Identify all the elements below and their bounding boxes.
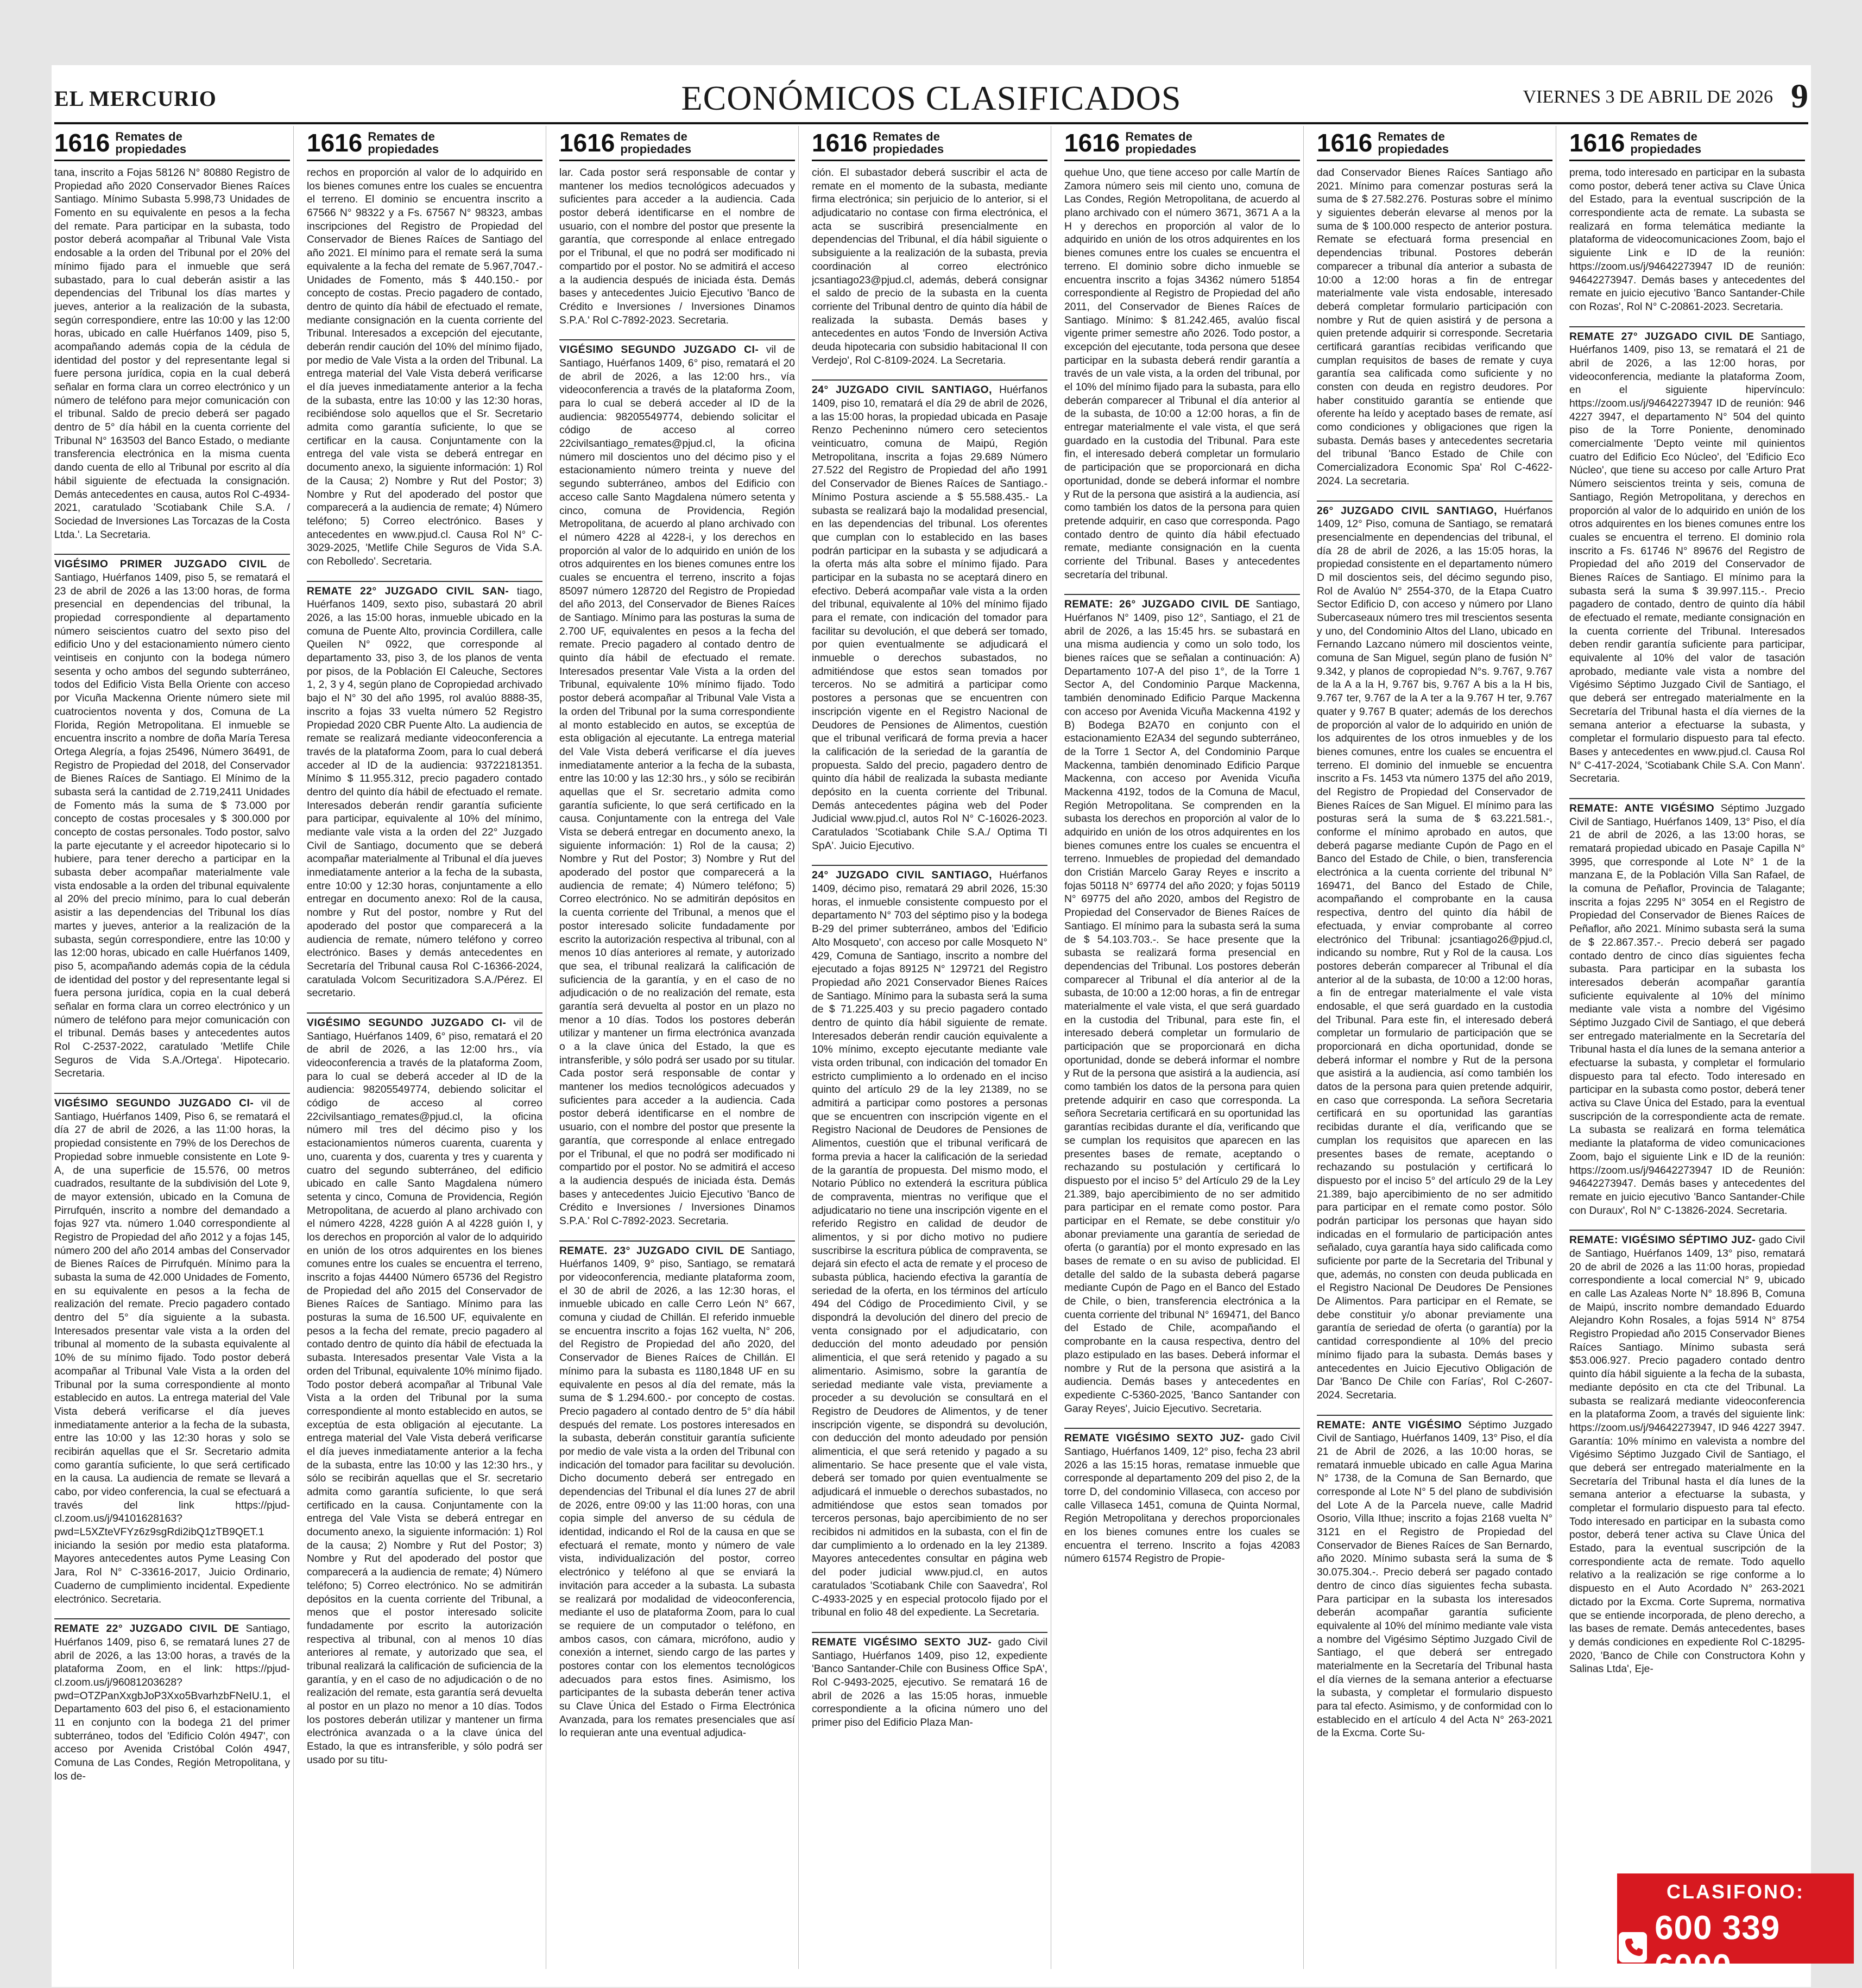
category-code: 1616 [1569, 129, 1625, 157]
ad-paragraph [812, 869, 1047, 1620]
column-header [307, 126, 542, 161]
ad-text: tiago, Huérfanos 1409, sexto piso, subastará 20 abril 2026, a las 15:00 horas, inmueble ubicado en la comuna de Puente Alto, provincia Cordillera, calle Queilen N° 0922, que corresponde al departamento 33, piso 3, de los planos de venta por pisos, de la Población El Caleuche, Sectores 1, 2, 3 y 4, según plano de Copropiedad archivado bajo el N° 30 del año 1995, rol avalúo 8888-35, inscrito a fojas 33 vuelta número 52 Registro Propiedad 2020 CBR Puente Alto. La audiencia de remate se realizará mediante videoconferencia a través de la plataforma Zoom, para lo cual deberá acceder al ID de la audiencia: 93722181351. Mínimo $ 11.955.312, precio pagadero contado dentro del quinto día hábil de efectuado el remate. Interesados deberán rendir garantía suficiente para participar, equivalente al 10% del mínimo, mediante vale vista a la orden del 22° Juzgado Civil de Santiago, documento que se deberá acompañar materialmente al Tribunal el día jueves inmediatamente anterior a la fecha de la subasta, entre 10:00 y 12:30 horas, conjuntamente a ello entregar en documento anexo: Rol de la causa, nombre y Rut del postor, nombre y Rut del apoderado del postor que comparecerá a la audiencia de remate, número teléfono y correo electrónico. Bases y demás antecedentes en Secretaría del Tribunal causa Rol C-16366-2024, caratulada Volcom Securitizadora S.A./Pérez. El secretario. [307, 585, 543, 999]
phone-icon [1619, 1932, 1647, 1962]
column-header [1064, 126, 1300, 161]
clasifono-label: CLASIFONO: [1667, 1881, 1804, 1903]
classified-ad [307, 1012, 542, 1768]
ad-text: lar. Cada postor será responsable de contar y mantener los medios tecnológicos adecuados y suficientes para acceder a la audiencia. Cada postor deberá identificarse en el nombre de usuario, con el nombre del postor que presente la garantía, que corresponde al enlace entregado por el Tribunal, el que no podrá ser modificado ni compartido por el postor. No se admitirá el acceso a la audiencia después de iniciada ésta. Demás bases y antecedentes Juicio Ejecutivo 'Banco de Crédito e Inversiones / Inversiones Dinamos S.P.A.' Rol C-7892-2023. Secretaria. [559, 167, 795, 326]
ad-paragraph [1064, 1432, 1300, 1566]
masthead [54, 76, 1808, 119]
category-code: 1616 [54, 129, 110, 157]
ad-text: Séptimo Juzgado Civil de Santiago, Huérfanos 1409, 13° Piso, el día 21 de abril de 2026, a las 13:00 horas, se rematará propiedad ubicado en Pasaje Capilla N° 3995, que corresponde al Lote N° 1 de la manzana E, de la Población Villa San Rafael, de la comuna de Peñaflor, Provincia de Talagante; inscrita a fojas 2295 N° 3054 en el Registro de Propiedad del Conservador de Bienes Raíces de Peñaflor, año 2021. Mínimo subasta será la suma de $ 22.867.357.-. Precio deberá ser pagado contado dentro de cinco días siguientes fecha subasta. Para participar en la subasta los interesados deberán acompañar garantía suficiente equivalente al 10% del mínimo mediante vale vista a nombre del Vigésimo Séptimo Juzgado Civil de Santiago, el que deberá ser entregado materialmente en la Secretaría del Tribunal hasta el día lunes de la semana anterior a efectuarse la subasta, y completar el formulario dispuesto para tal efecto. Todo interesado en participar en la subasta como postor, deberá tener activa su Clave Única del Estado, para la eventual suscripción de la correspondiente acta de remate. La subasta se realizará en forma telemática mediante la plataforma de video comunicaciones Zoom, bajo el siguiente Link e ID de la reunión: https://zoom.us/j/94642273947 ID de Reunión: 94642273947. Demás bases y antecedentes del remate en juicio ejecutivo 'Banco Santander-Chile con Duraux', Rol N° C-13826-2024. Secretaria. [1569, 802, 1805, 1217]
clasifono-number: 600 339 6000 [1655, 1909, 1781, 1985]
ad-text: gado Civil Santiago, Huérfanos 1409, piso 12, expediente 'Banco Santander-Chile con Business Office SpA', Rol C-9493-2025, ejecutivo. Se rematará 16 de abril de 2026 a las 15:05 horas, inmueble correspondiente a la oficina número uno del primer piso del Edificio Plaza Man- [812, 1636, 1047, 1729]
column-body [559, 167, 795, 1740]
category-label-line2: propiedades [620, 142, 692, 156]
classified-ad [812, 1632, 1047, 1730]
ad-text: gado Civil de Santiago, Huérfanos 1409, 13° piso, rematará 20 de abril de 2026 a las 11:00 horas, propiedad correspondiente a local comercial N° 9, ubicado en calle Las Azaleas Norte N° 18.896 B, Comuna de Maipú, inscrito nombre demandado Eduardo Alejandro Kohn Rosales, a fojas 5914 N° 8754 Registro Propiedad año 2015 Conservador Bienes Raíces Santiago. Mínimo subasta será $53.006.927. Precio pagadero contado dentro quinto día hábil siguiente a la fecha de la subasta, mediante depósito en cta cte del Tribunal. La subasta se realizará mediante videoconferencia en la plataforma Zoom, a través del siguiente link: https://zoom.us/j/94642273947, ID 946 4227 3947. Garantía: 10% mínimo en valevista a nombre del Vigésimo Séptimo Juzgado Civil de Santiago, el que deberá ser entregado materialmente en la Secretaría del Tribunal hasta el día lunes de la semana anterior a efectuarse la subasta, y completar el formulario dispuesto para tal efecto. Todo interesado en participar en la subasta como postor, deberá tener activa su Clave Única del Estado, para la eventual suscripción de la correspondiente acta de remate. Todo aquello relativo a la realización se rige conforme a lo dispuesto en el Auto Acordado N° 263-2021 dictado por la Excma. Corte Suprema, normativa que se entiende incorporada, de pleno derecho, a las bases de remate. Demás antecedentes, bases y demás condiciones en expediente Rol C-18295-2020, 'Banco de Chile con Constructora Kohn y Salinas Ltda', Eje- [1569, 1234, 1805, 1675]
category-code: 1616 [307, 129, 363, 157]
ad-text: Santiago, Huérfanos 1409, piso 13, se rematará el 21 de abril de 2026, a las 12:00 horas, por videoconferencia, mediante la plataforma Zoom, en el siguiente hipervínculo: https://zoom.us/j/94642273947 ID de reunión: 946 4227 3947, el departamento N° 504 del quinto piso de la Torre Poniente, denominado comercialmente 'Depto veinte mil quinientos cuatro del Edificio Eco Núcleo', del 'Edificio Eco Núcleo', que tiene su acceso por calle Arturo Prat Número seiscientos treinta y seis, comuna de Santiago, Región Metropolitana, y derechos en proporción al valor de lo adquirido en unión de los otros adquirentes en los bienes comunes entre los cuales se encuentra el terreno. El dominio rola inscrito a Fs. 61746 N° 89676 del Registro de Propiedad del año 2019 del Conservador de Bienes Raíces de Santiago. El mínimo para la subasta será la suma $ 39.997.115.-. Precio pagadero de contado, dentro de quinto día hábil de efectuado el remate, mediante consignación en la cuenta corriente del Tribunal. Interesados deben rendir garantía suficiente para participar, equivalente al 10% del valor de tasación aprobado, mediante vale vista a nombre del Vigésimo Séptimo Juzgado Civil de Santiago, el que deberá ser entregado materialmente en la Secretaría del Tribunal hasta el día viernes de la semana anterior a efectuarse la subasta, y completar el formulario dispuesto para tal efecto. Bases y antecedentes en www.pjud.cl. Causa Rol N° C-417-2024, 'Scotiabank Chile S.A. Con Mann'. Secretaria. [1569, 331, 1806, 785]
ad-text: tana, inscrito a Fojas 58126 N° 80880 Registro de Propiedad año 2020 Conservador Bienes Raíces Santiago. Mínimo Subasta 5.998,73 Unidades de Fomento en su equivalente en pesos a la fecha del remate. Para participar en la subasta, todo postor deberá acompañar al Tribunal Vale Vista endosable a la orden del Tribunal por el 20% del mínimo fijado para el inmueble que será subastado, para lo cual deberán asistir a las dependencias del Tribunal los días martes y jueves, anterior a la realización de la subasta, según correspondiere, entre las 10:00 y las 12:00 horas, ubicado en calle Huérfanos 1409, piso 5, acompañando además copia de la cédula de identidad del postor y del representante legal si fuere persona jurídica, copia en la cual deberá señalar en forma clara un correo electrónico y un número de teléfono para mejor comunicación con el tribunal. Saldo de precio deberá ser pagado dentro de 5° día hábil en la cuenta corriente del Tribunal N° 163503 del Banco Estado, o mediante transferencia electrónica en la misma cuenta dando cuenta de ello al Tribunal por escrito al día hábil siguiente de efectuada la consignación. Demás antecedentes en causa, autos Rol C-4934-2021, caratulado 'Scotiabank Chile S.A. / Sociedad de Inversiones Las Torcazas de la Costa Ltda.'. La Secretaria. [54, 167, 290, 541]
classified-ad [1569, 1230, 1805, 1676]
ad-paragraph [1317, 167, 1552, 489]
column-header [1317, 126, 1552, 161]
ad-paragraph [1317, 1419, 1552, 1741]
ad-text: dad Conservador Bienes Raíces Santiago año 2021. Mínimo para comenzar posturas será la suma de $ 27.582.276. Posturas sobre el mínimo y siguientes deberán elevarse al menos por la suma de $ 100.000 respecto de anterior postura. Remate se efectuará forma presencial en dependencias tribunal. Postores deberán comparecer a tribunal día anterior a subasta de 10:00 a 12:00 horas a fin de entregar materialmente vale vista endosable, interesado deberá completar formulario participación con nombre y Rut de quien asistirá y de persona a quien pretende adquirir si corresponde. Secretaria certificará garantías recibidas verificando que cumplan requisitos de bases de remate y cuya garantía sea calificada como suficiente y no consten con deuda en registro deudores. Por haber constituido garantía se entiende que oferente ha leído y aceptado bases de remate, así como condiciones y obligaciones que rigen la subasta. Demás bases y antecedentes secretaria del tribunal 'Banco Estado de Chile con Comercializadora Economic Spa' Rol C-4622-2024. La secretaria. [1317, 167, 1552, 487]
ad-lead: REMATE VIGÉSIMO SEXTO JUZ- [812, 1636, 992, 1648]
ad-lead: REMATE 27° JUZGADO CIVIL DE [1569, 331, 1754, 343]
ad-lead: REMATE VIGÉSIMO SEXTO JUZ- [1064, 1433, 1245, 1445]
ad-paragraph [54, 1623, 290, 1783]
ad-lead: 24° JUZGADO CIVIL SANTIAGO, [812, 870, 993, 882]
column-body [54, 167, 290, 1783]
classified-ad [812, 865, 1047, 1620]
column-4 [812, 126, 1051, 1969]
section-title: ECONÓMICOS CLASIFICADOS [681, 79, 1182, 117]
column-2 [307, 126, 546, 1969]
classified-ad [307, 167, 542, 569]
ad-paragraph [307, 167, 542, 569]
ad-text: vil de Santiago, Huérfanos 1409, 6° piso, rematará el 20 de abril de 2026, a las 12:00 hrs., vía videoconferencia a través de la plataforma Zoom, para lo cual se deberá acceder al ID de la audiencia: 98205549774, debiendo solicitar el código de acceso al correo 22civilsantiago_remates@pjud.cl, la oficina número mil doscientos uno del décimo piso y el estacionamiento número treinta y nueve del segundo subterráneo, ambos del Edificio con acceso calle Santo Magdalena número setenta y cinco, comuna de Providencia, Región Metropolitana, de acuerdo al plano archivado con el número 4228 al 4228-i, y los derechos en proporción al valor de lo adquirido en unión de los otros adquirentes en los bienes comunes entre los cuales se encuentra el terreno, inscrito a fojas 85097 número 128720 del Registro de Propiedad del año 2013, del Conservador de Bienes Raíces de Santiago. Mínimo para las posturas la suma de 2.700 UF, equivalentes en pesos a la fecha del remate. Precio pagadero al contado dentro de quinto día hábil de efectuado el remate. Interesados presentar Vale Vista a la orden del Tribunal, equivalente 10% mínimo fijado. Todo postor deberá acompañar al Tribunal Vale Vista a la orden del Tribunal por la suma correspondiente al monto establecido en autos, se exceptúa de esta obligación al ejecutante. La entrega material del Vale Vista deberá verificarse el día jueves inmediatamente anterior a la fecha de la subasta, entre las 10:00 y las 12:30 hrs., y sólo se recibirán aquellas que el Sr. secretario admita como garantía suficiente, lo que será certificado en la causa. Conjuntamente con la entrega del Vale Vista se deberá entregar en documento anexo, la siguiente información: 1) Rol de la causa; 2) Nombre y Rut del Postor; 3) Nombre y Rut del apoderado del postor que comparecerá a la audiencia de remate; 4) Número teléfono; 5) Correo electrónico. No se admitirán depósitos en la cuenta corriente del Tribunal, a menos que el postor interesado solicite fundadamente por escrito la autorización respectiva al tribunal, con al menos 10 días anteriores al remate, y autorizado que sea, el tribunal realizará la calificación de suficiencia de la garantía, y en el caso de no adjudicación o de no realización del remate, esta garantía será devuelta al postor en un plazo no menor a 10 días. Todos los postores deberán utilizar y mantener un firma electrónica avanzada o a la clave única del Estado, la que es intransferible, y sólo podrá ser usado por su titular. Cada postor será responsable de contar y mantener los medios tecnológicos adecuados y suficientes para acceder a la audiencia. Cada postor deberá identificarse en el nombre de usuario, con el nombre del postor que presente la garantía, que corresponde al enlace entregado por el Tribunal, el que no podrá ser modificado ni compartido por el postor. No se admitirá el acceso a la audiencia después de iniciada ésta. Demás bases y antecedentes Juicio Ejecutivo 'Banco de Crédito e Inversiones / Inversiones Dinamos S.P.A.' Rol C-7892-2023. Secretaria. [559, 344, 796, 1227]
classified-ad [1569, 326, 1805, 786]
classified-ad [1317, 167, 1552, 489]
classified-ad [812, 167, 1047, 368]
ad-text: vil de Santiago, Huérfanos 1409, 6° piso, rematará el 20 de abril de 2026, a las 12:00 hrs., vía videoconferencia a través de la plataforma Zoom, para lo cual se deberá acceder al ID de la audiencia: 98205549774, debiendo solicitar el código de acceso al correo 22civilsantiago_remates@pjud.cl, la oficina número mil tres del décimo piso y los estacionamientos números cuarenta, cuarenta y uno, cuarenta y dos, cuarenta y tres y cuarenta y cuatro del segundo subterráneo, del edificio ubicado en calle Santo Magdalena número setenta y cinco, Comuna de Providencia, Región Metropolitana, de acuerdo al plano archivado con el número 4228, 4228 guión A al 4228 guión I, y los derechos en proporción al valor de lo adquirido en unión de los otros adquirentes en los bienes comunes entre los cuales se encuentra el terreno, inscrito a fojas 44400 Número 65736 del Registro de Propiedad del año 2015 del Conservador de Bienes Raíces de Santiago. Mínimo para las posturas la suma de 16.500 UF, equivalente en pesos a la fecha del remate, precio pagadero al contado dentro de quinto día hábil de efectuada la subasta. Interesados presentar Vale Vista a la orden del Tribunal, equivalente 10% mínimo fijado. Todo postor deberá acompañar al Tribunal Vale Vista a la orden del Tribunal por la suma correspondiente al monto establecido en autos, se exceptúa de esta obligación al ejecutante. La entrega material del Vale Vista deberá verificarse el día jueves inmediatamente anterior a la fecha de la subasta, entre las 10:00 y las 12:30 hrs., y sólo se recibirán aquellas que el Sr. secretario admita como garantía suficiente, lo que será certificado en la causa. Conjuntamente con la entrega del Vale Vista se deberá entregar en documento anexo, la siguiente información: 1) Rol de la causa; 2) Nombre y Rut del Postor; 3) Nombre y Rut del apoderado del postor que comparecerá a la audiencia de remate; 4) Número teléfono; 5) Correo electrónico. No se admitirán depósitos en la cuenta corriente del Tribunal, a menos que el postor interesado solicite fundadamente por escrito la autorización respectiva al tribunal, con al menos 10 días anteriores al remate, y autorizado que sea, el tribunal realizará la calificación de suficiencia de la garantía, y en el caso de no adjudicación o de no realización del remate, esta garantía será devuelta al postor en un plazo no menor a 10 días. Todos los postores deberán utilizar y mantener un firma electrónica avanzada o a la clave única del Estado, la que es intransferible, y sólo podrá ser usado por su titu- [307, 1017, 543, 1766]
category-label [115, 130, 186, 155]
column-header [54, 126, 290, 161]
column-body [812, 167, 1047, 1730]
ad-lead: REMATE: 26° JUZGADO CIVIL DE [1064, 599, 1250, 611]
classified-ad [1569, 167, 1805, 314]
ad-text: Santiago, Huérfanos N° 1409, piso 12°, Santiago, el 21 de abril de 2026, a las 15:45 hrs. se subastará en una misma audiencia y como un solo todo, los bienes raíces que se señalan a continuación: A) Departamento 107-A del piso 1°, de la Torre 1 Sector A, del Condominio Parque Mackenna, también denominado Edificio Parque Mackenna con acceso por Avenida Vicuña Mackenna 4192 y B) Bodega B2A70 en conjunto con el estacionamiento E2A34 del segundo subterráneo, de la Torre 1 Sector A, del Condominio Parque Mackenna, también denominado Edificio Parque Mackenna, con acceso por Avenida Vicuña Mackenna 4192, todos de la Comuna de Macul, Región Metropolitana. Se comprenden en la subasta los derechos en proporción al valor de lo adquirido en unión de los otros adquirentes en los bienes comunes entre los cuales se encuentra el terreno. Inmuebles de propiedad del demandado don Cristián Marcelo Garay Reyes e inscrito a fojas 50118 N° 69774 del año 2020; y fojas 50119 N° 69775 del año 2020, ambos del Registro de Propiedad del Conservador de Bienes Raíces de Santiago. El mínimo para la subasta será la suma de $ 54.103.703.-. Se hace presente que la subasta se realizará forma presencial en dependencias del Tribunal. Los postores deberán comparecer al Tribunal el día anterior al de la subasta, de 10:00 a 12:00 horas, a fin de entregar materialmente el vale vista, el que será guardado en la custodia del Tribunal, para este fin, el interesado deberá completar un formulario de participación que se proporcionará en dicha oportunidad, donde se deberá informar el nombre y Rut de la persona que asistirá a la audiencia, así como también los datos de la persona para quien pretende adquirir en caso que corresponda. La señora Secretaria certificará en su oportunidad las garantías recibidas durante el día, verificando que se cumplan los requisitos que aparecen en las presentes bases de remate, aceptando o rechazando su postulación y certificará lo dispuesto por el inciso 5° del Artículo 29 de la Ley 21.389, bajo apercibimiento de no ser admitido para participar en el remate como postor. Para participar en el Remate, se debe constituir y/o abonar previamente una garantía de seriedad de oferta (o garantía) por el monto expresado en las bases de remate o en su aviso de publicidad. El detalle del saldo de la subasta deberá pagarse mediante Cupón de Pago en el Banco del Estado de Chile, o bien, transferencia electrónica a la cuenta corriente del tribunal N° 169471, del Banco del Estado de Chile, acompañando el comprobante en la causa respectiva, dentro del plazo estipulado en las bases. Deberá informar el nombre y Rut de la persona que asistirá a la audiencia. Demás bases y antecedentes en expediente C-5360-2025, 'Banco Santander con Garay Reyes', Juicio Ejecutivo. Secretaria. [1064, 599, 1301, 1415]
column-header [559, 126, 795, 161]
column-header [812, 126, 1047, 161]
ad-text: Huérfanos 1409, piso 10, rematará el día 29 de abril de 2026, a las 15:00 horas, la propiedad ubicada en Pasaje Renzo Pecheninno número cero setecientos veinticuatro, comuna de Maipú, Región Metropolitana, inscrita a fojas 29.689 Número 27.522 del Registro de Propiedad del año 1991 del Conservador de Bienes Raíces de Santiago.- Mínimo Postura asciende a $ 55.588.435.- La subasta se realizará bajo la modalidad presencial, en las dependencias del tribunal. Los oferentes que cumplan con lo establecido en las bases podrán participar en la subasta y se adjudicará a la oferta más alta sobre el mínimo fijado. Para participar en la subasta no se aceptará dinero en efectivo. Deberá acompañar vale vista a la orden del tribunal, equivalente al 10% del mínimo fijado para el remate, con indicación del tomador para facilitar su devolución, el que deberá ser tomado, por quien eventualmente se adjudicará el inmueble o derechos subastados, no admitiéndose que estos sean tomados por terceros. No se admitirá a participar como postores a personas que se encuentren con inscripción vigente en el Registro Nacional de Deudores de Pensiones de Alimentos, cuestión que el tribunal verificará de forma previa a hacer la calificación de la seriedad de la garantía de propuesta. Saldo del precio, pagadero dentro de quinto día hábil de realizada la subasta mediante depósito en la cuenta corriente del Tribunal. Demás antecedentes página web del Poder Judicial www.pjud.cl, autos Rol N° C-16026-2023. Caratulados 'Scotiabank Chile S.A./ Optima TI SpA'. Juicio Ejecutivo. [812, 384, 1047, 852]
category-label-line1: Remates de [368, 129, 435, 143]
newspaper-brand: EL MERCURIO [54, 86, 217, 111]
category-label [1630, 130, 1701, 155]
category-code: 1616 [812, 129, 868, 157]
column-3 [559, 126, 799, 1969]
column-body [307, 167, 542, 1767]
ad-paragraph [1317, 505, 1552, 1403]
clasifono-phone-row [1619, 1909, 1852, 1986]
classified-ad [559, 167, 795, 327]
ad-lead: 26° JUZGADO CIVIL SANTIAGO, [1317, 505, 1498, 517]
ad-text: de Santiago, Huérfanos 1409, piso 5, se rematará el 23 de abril de 2026 a las 13:00 horas, de forma presencial en dependencias del tribunal, la propiedad correspondiente al departamento número seiscientos cuatro del sexto piso del edificio Uno y del estacionamiento número ciento veintiseis en conjunto con la bodega número sesenta y ocho ambos del segundo subterráneo, todos del Edificio Vista Bella Oriente con acceso por Vicuña Mackenna Oriente número siete mil cuatrocientos noventa y dos, Comuna de La Florida, Región Metropolitana. El inmueble se encuentra inscrito a nombre de doña María Teresa Ortega Alegría, a fojas 25496, Número 36491, de Registro de Propiedad del 2018, del Conservador de Bienes Raíces de Santiago. El Mínimo de la subasta será la cantidad de 2.719,2411 Unidades de Fomento más la suma de $ 73.000 por concepto de costas procesales y $ 300.000 por concepto de costas personales. Todo postor, salvo la parte ejecutante y el acreedor hipotecario si lo hubiere, para tener derecho a participar en la subasta deber acompañar materialmente vale vista endosable a la orden del tribunal equivalente al 20% del precio mínimo, para lo cual deberán asistir a las dependencias del Tribunal los días martes y jueves, anterior a la realización de la subasta, según correspondiere, entre las 10:00 y las 12:00 horas, ubicado en calle Huérfanos 1409, piso 5, acompañando además copia de la cédula de identidad del postor y del representante legal si fuera persona jurídica, copia en la cual deberá señalar en forma clara un correo electrónico y un número de teléfono para mejor comunicación con el tribunal. Demás bases y antecedentes autos Rol C-2537-2022, caratulado 'Metlife Chile Seguros de Vida S.A./Ortega'. Hipotecario. Secretaria. [54, 559, 290, 1080]
ad-paragraph [54, 167, 290, 542]
classified-ad [54, 1618, 290, 1783]
ad-lead: VIGÉSIMO PRIMER JUZGADO CIVIL [54, 559, 267, 571]
column-body [1569, 167, 1805, 1676]
category-label [873, 130, 944, 155]
ad-lead: REMATE. 23° JUZGADO CIVIL DE [559, 1245, 745, 1257]
ad-lead: VIGÉSIMO SEGUNDO JUZGADO CI- [559, 344, 759, 356]
column-header [1569, 126, 1805, 161]
ad-paragraph [559, 1245, 795, 1740]
ad-paragraph [307, 585, 542, 1001]
classified-ad [1064, 594, 1300, 1416]
category-label [368, 130, 439, 155]
ad-text: vil de Santiago, Huérfanos 1409, Piso 6, se rematará el día 27 de abril de 2026, a las 11:00 horas, la propiedad consistente en 79% de los Derechos de Propiedad sobre inmueble consistente en Lote 9-A, de una superficie de 15.576, 00 metros cuadrados, resultante de la subdivisión del Lote 9, de mayor extensión, ubicado en la Comuna de Pirrufquén, inscrito a nombre del demandado a fojas 927 vta. número 1.040 correspondiente al Registro de Propiedad del año 2012 y a fojas 145, número 200 del año 2014 ambas del Conservador de Bienes Raíces de Pirrufquén. Mínimo para la subasta la suma de 42.000 Unidades de Fomento, en su equivalente en pesos a la fecha de realización del remate. Precio pagadero contado dentro del 5° día siguiente a la subasta. Interesados presentar vale vista a la orden del tribunal al momento de la subasta equivalente al 10% de su mínimo fijado. Todo postor deberá acompañar al Tribunal Vale Vista a la orden del Tribunal por la suma correspondiente al monto establecido en autos. La entrega material del Vale Vista deberá verificarse el día jueves inmediatamente anterior a la fecha de la subasta, entre las 10:00 y las 12:30 horas y solo se recibirán aquellas que el Sr. Secretario admita como garantía suficiente, lo que será certificado en la causa. La audiencia de remate se llevará a cabo, por video conferencia, la cual se efectuará a través del link https://pjud-cl.zoom.us/j/94101628163?pwd=L5XZteVFYz6z9sgRdi2ibQ1zTB9QET.1 iniciando la sesión por medio esta plataforma. Mayores antecedentes autos Pyme Leasing Con Jara, Rol N° C-33616-2017, Juicio Ordinario, Cuaderno de cumplimiento incidental. Expediente electrónico. Secretaria. [54, 1098, 291, 1605]
ad-lead: REMATE: ANTE VIGÉSIMO [1317, 1419, 1462, 1431]
category-label-line1: Remates de [115, 129, 182, 143]
column-1 [54, 126, 294, 1969]
ad-paragraph [1064, 167, 1300, 582]
ad-text: Santiago, Huérfanos 1409, 9° piso, Santiago, se rematará por videoconferencia, mediante plataforma zoom, el 30 de abril de 2026, a las 12:30 horas, el inmueble ubicado en calle Cerro León N° 667, comuna y ciudad de Chillán. El referido inmueble se encuentra inscrito a fojas 162 vuelta, N° 206, del Registro de Propiedad del año 2020, del Conservador de Bienes Raíces de Chillán. El mínimo para la subasta es 1180,1848 UF en su equivalente en pesos al día del remate, más la suma de $ 1.294.600.- por concepto de costas. Precio pagadero al contado dentro de 5° día hábil después del remate. Los postores interesados en la subasta, deberán constituir garantía suficiente por medio de vale vista a la orden del Tribunal con indicación del tomador para facilitar su devolución. Dicho documento deberá ser entregado en dependencias del Tribunal el día lunes 27 de abril de 2026, entre 09:00 y las 11:00 horas, con una copia simple del anverso de su cédula de identidad, indicando el Rol de la causa en que se efectuará el remate, monto y número de vale vista, individualización del postor, correo electrónico y teléfono al que se enviará la invitación para acceder a la subasta. La subasta se realizará por modalidad de videoconferencia, mediante el uso de plataforma Zoom, para lo cual se requiere de un computador o teléfono, en ambos casos, con cámara, micrófono, audio y conexión a internet, siendo cargo de las partes y postores contar con los elementos tecnológicos adecuados para estos fines. Asimismo, los participantes de la subasta deberán tener activa su Clave Única del Estado o Firma Electrónica Avanzada, para los remates presenciales que así lo requieran ante una eventual adjudica- [559, 1245, 795, 1739]
classified-ad [54, 554, 290, 1081]
masthead-rule [54, 122, 1808, 124]
category-label-line1: Remates de [1125, 129, 1192, 143]
category-code: 1616 [1064, 129, 1120, 157]
ad-lead: VIGÉSIMO SEGUNDO JUZGADO CI- [54, 1098, 254, 1110]
classified-ad [1064, 1428, 1300, 1566]
ad-paragraph [1569, 167, 1805, 314]
ad-paragraph [812, 1636, 1047, 1730]
category-code: 1616 [559, 129, 615, 157]
classified-ad [1317, 501, 1552, 1403]
ad-paragraph [54, 1097, 290, 1606]
category-label [1378, 130, 1449, 155]
classified-ad [559, 1240, 795, 1740]
classified-ad [1317, 1415, 1552, 1741]
ad-lead: REMATE 22° JUZGADO CIVIL SAN- [307, 585, 509, 597]
classified-ad [1064, 167, 1300, 582]
ad-text: rechos en proporción al valor de lo adquirido en los bienes comunes entre los cuales se encuentra el terreno. El dominio se encuentra inscrito a 67566 N° 98322 y a Fs. 67567 N° 98323, ambas inscripciones del Registro de Propiedad del Conservador de Bienes Raíces de Santiago del año 2021. El mínimo para el remate será la suma equivalente a la fecha del remate de 5.967,7047.- Unidades de Fomento, más $ 440.150.- por concepto de costas. Precio pagadero de contado, dentro de quinto día hábil de efectuado el remate, mediante consignación en la cuenta corriente del Tribunal. Interesados a excepción del ejecutante, deberán rendir caución del 10% del mínimo fijado, por medio de Vale Vista a la orden del Tribunal. La entrega material del Vale Vista deberá verificarse el día jueves inmediatamente anterior a la fecha de la subasta, entre las 10:00 y las 12:30 horas, recibiéndose solo aquellos que el Sr. Secretario admita como garantía suficiente, lo que se certificar en la causa. Conjuntamente con la entrega del vale vista se deberá entregar en documento anexo, la siguiente información: 1) Rol de la Causa; 2) Nombre y Rut del Postor; 3) Nombre y Rut del apoderado del postor que comparecerá a la audiencia de remate; 4) Número teléfono; 5) Correo electrónico. Bases y antecedentes en www.pjud.cl. Causa Rol N° C-3029-2025, 'Metlife Chile Seguros de Vida S.A. con Rebolledo'. Secretaria. [307, 167, 542, 567]
category-label-line1: Remates de [620, 129, 687, 143]
ad-lead: REMATE: VIGÉSIMO SÉPTIMO JUZ- [1569, 1234, 1756, 1246]
dateline: VIERNES 3 DE ABRIL DE 2026 [1523, 87, 1773, 107]
ad-text: gado Civil Santiago, Huérfanos 1409, 12° piso, fecha 23 abril 2026 a las 15:15 horas, rematase inmueble que corresponde al departamento 209 del piso 2, de la torre D, del condominio Villaseca, con acceso por calle Villaseca 1451, comuna de Quinta Normal, Región Metropolitana y derechos proporcionales en los bienes comunes entre los cuales se encuentra el terreno. Inscrito a fojas 42083 número 61574 Registro de Propie- [1064, 1433, 1300, 1565]
ad-paragraph [1569, 1234, 1805, 1676]
category-label-line1: Remates de [873, 129, 940, 143]
ad-lead: 24° JUZGADO CIVIL SANTIAGO, [812, 384, 993, 396]
ad-lead: REMATE 22° JUZGADO CIVIL DE [54, 1623, 239, 1635]
category-label-line2: propiedades [115, 142, 187, 156]
classified-ad [54, 167, 290, 542]
category-label-line2: propiedades [873, 142, 944, 156]
category-label-line2: propiedades [368, 142, 439, 156]
category-label-line2: propiedades [1125, 142, 1197, 156]
ad-text: quehue Uno, que tiene acceso por calle Martín de Zamora número seis mil ciento uno, comuna de Las Condes, Región Metropolitana, de acuerdo al plano archivado con el número 3671, 3671 A a la H y derechos en proporción al valor de lo adquirido en unión de los otros adquirentes en los bienes comunes entre los cuales se encuentra el terreno. El dominio sobre dicho inmueble se encuentra inscrito a fojas 34362 número 51854 correspondiente al Registro de Propiedad del año 2011, del Conservador de Bienes Raíces de Santiago. Mínimo: $ 81.242.465, avalúo fiscal vigente primer semestre año 2026. Todo postor, a excepción del ejecutante, toda persona que desee participar en la subasta deberá rendir garantía a través de un vale vista, a la orden del tribunal, por el 10% del mínimo fijado para la subasta, para ello deberán comparecer al Tribunal el día anterior al de la subasta, de 10:00 a 12:00 horas, a fin de entregar materialmente el vale vista, el que será guardado en la custodia del Tribunal. Para este fin, el interesado deberá completar un formulario de participación que se proporcionará en dicha oportunidad, donde se deberá informar el nombre y Rut de la persona que asistirá a la audiencia, así como también los datos de la persona para quien pretende adquirir, en caso que corresponda. Pago contado dentro de quinto día hábil efectuado remate, mediante consignación en la cuenta corriente del Tribunal. Bases y antecedentes secretaría del tribunal. [1064, 167, 1300, 581]
ad-text: Huérfanos 1409, 12° Piso, comuna de Santiago, se rematará presencialmente en dependencias del tribunal, el día 28 de abril de 2026, a las 15:05 horas, la propiedad consistente en el departamento número D mil doscientos seis, del décimo segundo piso, Rol de Avalúo N° 2554-370, de la Etapa Cuatro Sector Edificio D, con acceso y número por Llano Subercaseaux número tres mil trescientos sesenta y uno, del Condominio Altos del Llano, ubicado en Fernando Lazcano número mil doscientos veinte, comuna de San Miguel, según plano de fusión N° 9.342, y planos de copropiedad N°s. 9.767, 9.767 de la A a la H, 9.767 bis, 9.767 A bis a la H bis, 9.767 ter, 9.767 de la A ter a la 9.767 H ter, 9.767 quater y 9.767 B quater; además de los derechos de proporción al valor de lo adquirido en unión de los adquirentes de los otros inmuebles y de los bienes comunes, entre los cuales se encuentra el terreno. El dominio del inmueble se encuentra inscrito a Fs. 1453 vta número 1375 del año 2019, del Registro de Propiedad del Conservador de Bienes Raíces de San Miguel. El mínimo para las posturas será la suma de $ 63.221.581.-, conforme el mínimo aprobado en autos, que deberá pagarse mediante Cupón de Pago en el Banco del Estado de Chile, o bien, transferencia electrónica a la cuenta corriente del tribunal N° 169471, del Banco del Estado de Chile, acompañando el comprobante en la causa respectiva, dentro del quinto día hábil de efectuada, y enviar comprobante al correo electrónico del Tribunal: jcsantiago26@pjud.cl, indicando su nombre, Rut y Rol de la causa. Los postores deberán comparecer al Tribunal el día anterior al de la subasta, de 10:00 a 12:00 horas, a fin de entregar materialmente el vale vista endosable, el que será guardado en la custodia del Tribunal. Para este fin, el interesado deberá completar un formulario de participación que se proporcionará en dicha oportunidad, donde se deberá informar el nombre y Rut de la persona que asistirá a la audiencia, así como también los datos de la persona para quien pretende adquirir, en caso que corresponda. La señora Secretaria certificará en su oportunidad las garantías recibidas durante el día, verificando que se cumplan los requisitos que aparecen en las presentes bases de remate, aceptando o rechazando su postulación y certificará lo dispuesto por el inciso 5° del artículo 29 de la Ley 21.389, bajo apercibimiento de no ser admitido para participar en el remate como postor. Sólo podrán participar los personas que hayan sido indicadas en el formulario de participación antes señalado, cuya garantía haya sido calificada como suficiente por parte de la Secretaria del Tribunal y que, además, no consten con deuda publicada en el Registro Nacional De Deudores De Pensiones De Alimentos. Para participar en el Remate, se debe constituir y/o abonar previamente una garantía de seriedad de oferta (o garantía) por la cantidad correspondiente al 10% del precio mínimo fijado para la subasta. Demás bases y antecedentes en Juicio Ejecutivo Obligación de Dar 'Banco De Chile con Farías', Rol C-2607-2024. Secretaria. [1317, 505, 1552, 1401]
ad-text: Santiago, Huérfanos 1409, piso 6, se rematará lunes 27 de abril de 2026, a las 13:00 horas, a través de la plataforma Zoom, en el link: https://pjud-cl.zoom.us/j/96081203628?pwd=OTZPanXxgbJoP3Xxo5BvarhzbFNeIU.1, el Departamento 603 del piso 6, el estacionamiento 11 en conjunto con la bodega 21 del primer subterráneo, todos del 'Edificio Colón 4947', con acceso por Avenida Cristóbal Colón 4947, Comuna de Las Condes, Región Metropolitana, y los de- [54, 1623, 291, 1782]
ad-paragraph [812, 384, 1047, 853]
ad-lead: REMATE: ANTE VIGÉSIMO [1569, 802, 1715, 814]
category-label-line1: Remates de [1378, 129, 1445, 143]
classified-ad [1569, 798, 1805, 1218]
page-number: 9 [1791, 77, 1808, 115]
ad-text: ción. El subastador deberá suscribir el acta de remate en el momento de la subasta, mediante firma electrónica; sin perjuicio de lo anterior, si el adjudicatario no contase con firma electrónica, el acta se suscribirá presencialmente en dependencias del Tribunal, el día hábil siguiente o subsiguiente a la realización de la subasta, previa coordinación al correo electrónico jcsantiago23@pjud.cl, además, deberá consignar el saldo de precio de la subasta en la cuenta corriente del Tribunal dentro de quinto día hábil de realizada la subasta. Demás bases y antecedentes en autos 'Fondo de Inversión Activa deuda hipotecaria con subsidio habitacional II con Verdejo', Rol C-8109-2024. La Secretaria. [812, 167, 1047, 366]
ad-paragraph [559, 344, 795, 1228]
ad-paragraph [559, 167, 795, 327]
category-label-line2: propiedades [1630, 142, 1702, 156]
ad-paragraph [1569, 802, 1805, 1218]
category-label-line1: Remates de [1630, 129, 1697, 143]
category-label [1125, 130, 1196, 155]
ad-paragraph [812, 167, 1047, 368]
column-5 [1064, 126, 1304, 1969]
classified-ad [54, 1093, 290, 1606]
ad-paragraph [54, 558, 290, 1081]
ad-lead: VIGÉSIMO SEGUNDO JUZGADO CI- [307, 1017, 507, 1029]
ad-paragraph [1569, 331, 1805, 786]
column-7 [1569, 126, 1808, 1969]
ad-paragraph [307, 1017, 542, 1768]
ad-text: Séptimo Juzgado Civil de Santiago, Huérfanos 1409, 13° Piso, el día 21 de Abril de 2026, a las 10:00 horas, se rematará inmueble ubicado en calle Agua Marina N° 1738, de la Comuna de San Bernardo, que corresponde al Lote N° 5 del plano de subdivisión del Lote A de la Parcela nueve, calle Madrid Osorio, Villa Ithue; inscrito a fojas 2168 vuelta N° 3121 en el Registro de Propiedad del Conservador de Bienes Raíces de San Bernardo, año 2020. Mínimo subasta será la suma de $ 30.075.304.-. Precio deberá ser pagado contado dentro de cinco días siguientes fecha subasta. Para participar en la subasta los interesados deberán acompañar garantía suficiente equivalente al 10% del mínimo mediante vale vista a nombre del Vigésimo Séptimo Juzgado Civil de Santiago, el que deberá ser entregado materialmente en la Secretaría del Tribunal hasta el día viernes de la semana anterior a efectuarse la subasta, y completar el formulario dispuesto para tal efecto. Asimismo, y de conformidad con lo establecido en el artículo 4 del Acta N° 263-2021 de la Excma. Corte Su- [1317, 1419, 1552, 1739]
classifieds-columns [54, 126, 1808, 1969]
ad-text: prema, todo interesado en participar en la subasta como postor, deberá tener activa su Clave Única del Estado, para la eventual suscripción de la correspondiente acta de remate. La subasta se realizará en forma telemática mediante la plataforma de videocomunicaciones Zoom, bajo el siguiente Link e ID de la reunión: https://zoom.us/j/94642273947 ID de reunión: 94642273947. Demás bases y antecedentes del remate en juicio ejecutivo 'Banco Santander-Chile con Rozas', Rol N° C-20861-2023. Secretaria. [1569, 167, 1805, 313]
ad-paragraph [1064, 598, 1300, 1416]
classified-ad [812, 379, 1047, 853]
category-code: 1616 [1317, 129, 1373, 157]
column-body [1317, 167, 1552, 1740]
clasifono-box[interactable] [1617, 1873, 1854, 1985]
classified-ad [307, 581, 542, 1001]
column-body [1064, 167, 1300, 1566]
ad-text: Huérfanos 1409, décimo piso, rematará 29 abril 2026, 15:30 horas, el inmueble consistente compuesto por el departamento N° 703 del séptimo piso y la bodega B-29 del primer subterráneo, ambos del 'Edificio Alto Mosqueto', con acceso por calle Mosqueto N° 429, Comuna de Santiago, inscrito a nombre del ejecutado a fojas 89125 N° 129721 del Registro Propiedad año 2021 Conservador Bienes Raíces de Santiago. Mínimo para la subasta será la suma de $ 71.225.403 y su precio pagadero contado dentro de quinto día hábil siguiente de remate. Interesados deberán rendir caución equivalente a 10% mínimo, excepto ejecutante mediante vale vista orden tribunal, con indicación del tomador En estricto cumplimiento a lo ordenado en el inciso quinto del artículo 29 de la ley 21389, no se admitirá a participar como postores a personas que se encuentren con inscripción vigente en el Registro Nacional de Deudores de Pensiones de Alimentos, cuestión que el tribunal verificará de forma previa a hacer la calificación de la seriedad de la garantía de propuesta. Del mismo modo, el Notario Público no extenderá la escritura pública de compraventa, mientras no verifique que el adjudicatario no tiene una inscripción vigente en el referido Registro en calidad de deudor de alimentos, y si por dicho motivo no pudiere suscribirse la escritura pública de compraventa, se dejará sin efecto el acta de remate y el proceso de subasta pública, haciendo efectiva la garantía de seriedad de la oferta, en los términos del artículo 494 del Código de Procedimiento Civil, y se dispondrá la devolución del dinero del precio de venta consignado por el adjudicatario, con deducción del monto adeudado por pensión alimenticia, el que será retenido y pagado a su alimentario. Asimismo, sobre la garantía de seriedad mediante vale vista, previamente a proceder a su devolución se consultará en el Registro de Deudores de Alimentos, y de tener inscripción vigente, se dispondrá su devolución, con deducción del monto adeudado por pensión alimenticia, el que será retenido y pagado a su alimentario. Se hace presente que el vale vista, deberá ser tomado por quien eventualmente se adjudicará el inmueble o derechos subastados, no admitiéndose que estos sean tomados por terceros personas, bajo apercibimiento de no ser recibidos ni admitidos en la subasta, con el fin de dar cumplimiento a lo ordenado en la ley 21389. Mayores antecedentes consultar en página web del poder judicial www.pjud.cl, en autos caratulados 'Scotiabank Chile con Saavedra', Rol C-4933-2025 y en especial protocolo fijado por el tribunal en folio 48 del expediente. La Secretaria. [812, 870, 1047, 1619]
category-label-line2: propiedades [1378, 142, 1449, 156]
classified-ad [559, 339, 795, 1228]
column-6 [1317, 126, 1556, 1969]
category-label [620, 130, 691, 155]
